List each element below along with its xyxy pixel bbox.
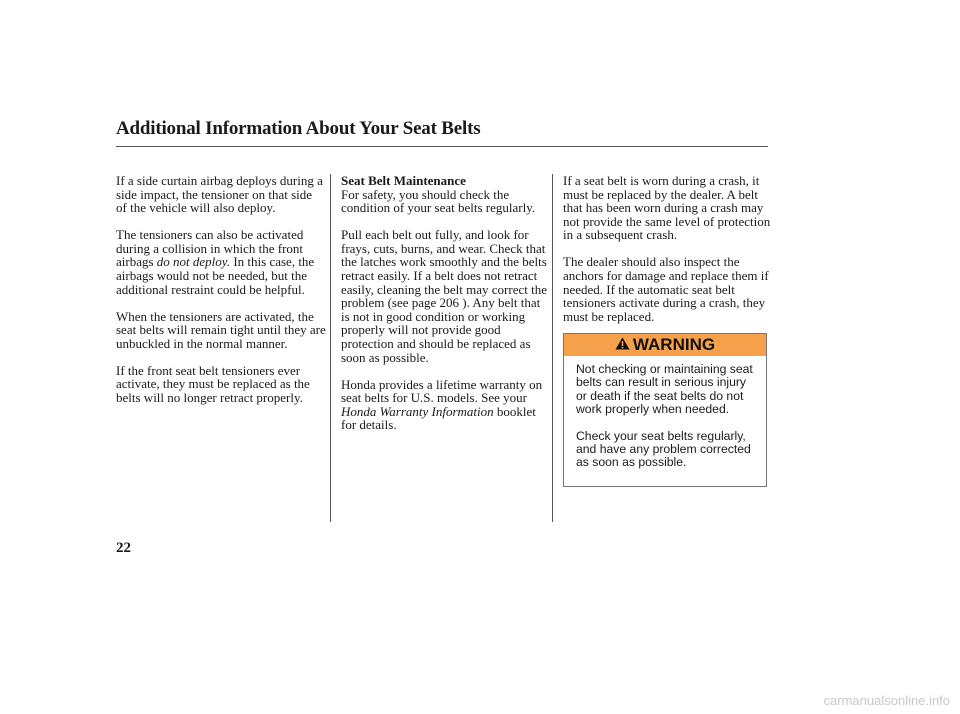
col1-paragraph-3: When the tensioners are activated, the seat belts will remain tight until they are unbuckled in the normal manner. bbox=[116, 308, 326, 351]
column-2 bbox=[341, 174, 551, 445]
watermark: carmanualsonline.info bbox=[823, 693, 950, 708]
emphasis-do-not-deploy: do not deploy. bbox=[156, 254, 231, 270]
warranty-booklet-title: Honda Warranty Information bbox=[341, 403, 494, 419]
col3-paragraph-1: If a seat belt is worn during a crash, it must be replaced by the dealer. A belt that has been worn during a crash may not provide the same level of protection in a subsequent crash. bbox=[563, 173, 771, 243]
column-3 bbox=[563, 174, 773, 337]
warning-paragraph-1: Not checking or maintaining seat belts can result in serious injury or death if the seat belts do not work properly when needed. bbox=[576, 362, 753, 417]
warning-box bbox=[563, 333, 767, 487]
column-1 bbox=[116, 174, 326, 418]
section-heading: Seat Belt Maintenance bbox=[341, 173, 466, 188]
col2-paragraph-3: Honda provides a lifetime warranty on seat belts for U.S. models. See your Honda Warranty Information booklet for details. bbox=[341, 376, 543, 433]
warning-triangle-icon bbox=[615, 337, 630, 353]
warning-header bbox=[564, 334, 766, 356]
page-reference[interactable]: 206 bbox=[439, 295, 460, 311]
column-divider-1 bbox=[330, 174, 331, 522]
title-rule bbox=[116, 146, 768, 147]
col1-paragraph-2: The tensioners can also be activated during a collision in which the front airbags do not deploy. In this case, the airbags would not be needed, but the additional restraint could be helpful. bbox=[116, 227, 315, 297]
warning-label: WARNING bbox=[632, 335, 716, 354]
col3-paragraph-2: The dealer should also inspect the anchors for damage and replace them if needed. If the automatic seat belt tensioners activate during a crash, they must be replaced. bbox=[563, 254, 769, 324]
page-title: Additional Information About Your Seat Belts bbox=[116, 118, 481, 139]
col2-paragraph-1: For safety, you should check the condition of your seat belts regularly. bbox=[341, 186, 536, 216]
warning-paragraph-2: Check your seat belts regularly, and have any problem corrected as soon as possible. bbox=[576, 428, 751, 470]
warning-text bbox=[564, 356, 766, 470]
col2-paragraph-2: Pull each belt out fully, and look for frays, cuts, burns, and wear. Check that the latches work smoothly and the belts retract easily. If a belt does not retract easily, cleaning the belt may correct the problem (see page 206 ). Any belt that is not in good condition or working properly will not provide good protection and should be replaced as soon as possible. bbox=[341, 227, 547, 365]
page-number: 22 bbox=[116, 540, 131, 556]
col1-paragraph-4: If the front seat belt tensioners ever activate, they must be replaced as the belts will no longer retract properly. bbox=[116, 362, 310, 405]
col1-paragraph-1: If a side curtain airbag deploys during a side impact, the tensioner on that side of the vehicle will also deploy. bbox=[116, 173, 323, 216]
column-divider-2 bbox=[552, 174, 553, 522]
